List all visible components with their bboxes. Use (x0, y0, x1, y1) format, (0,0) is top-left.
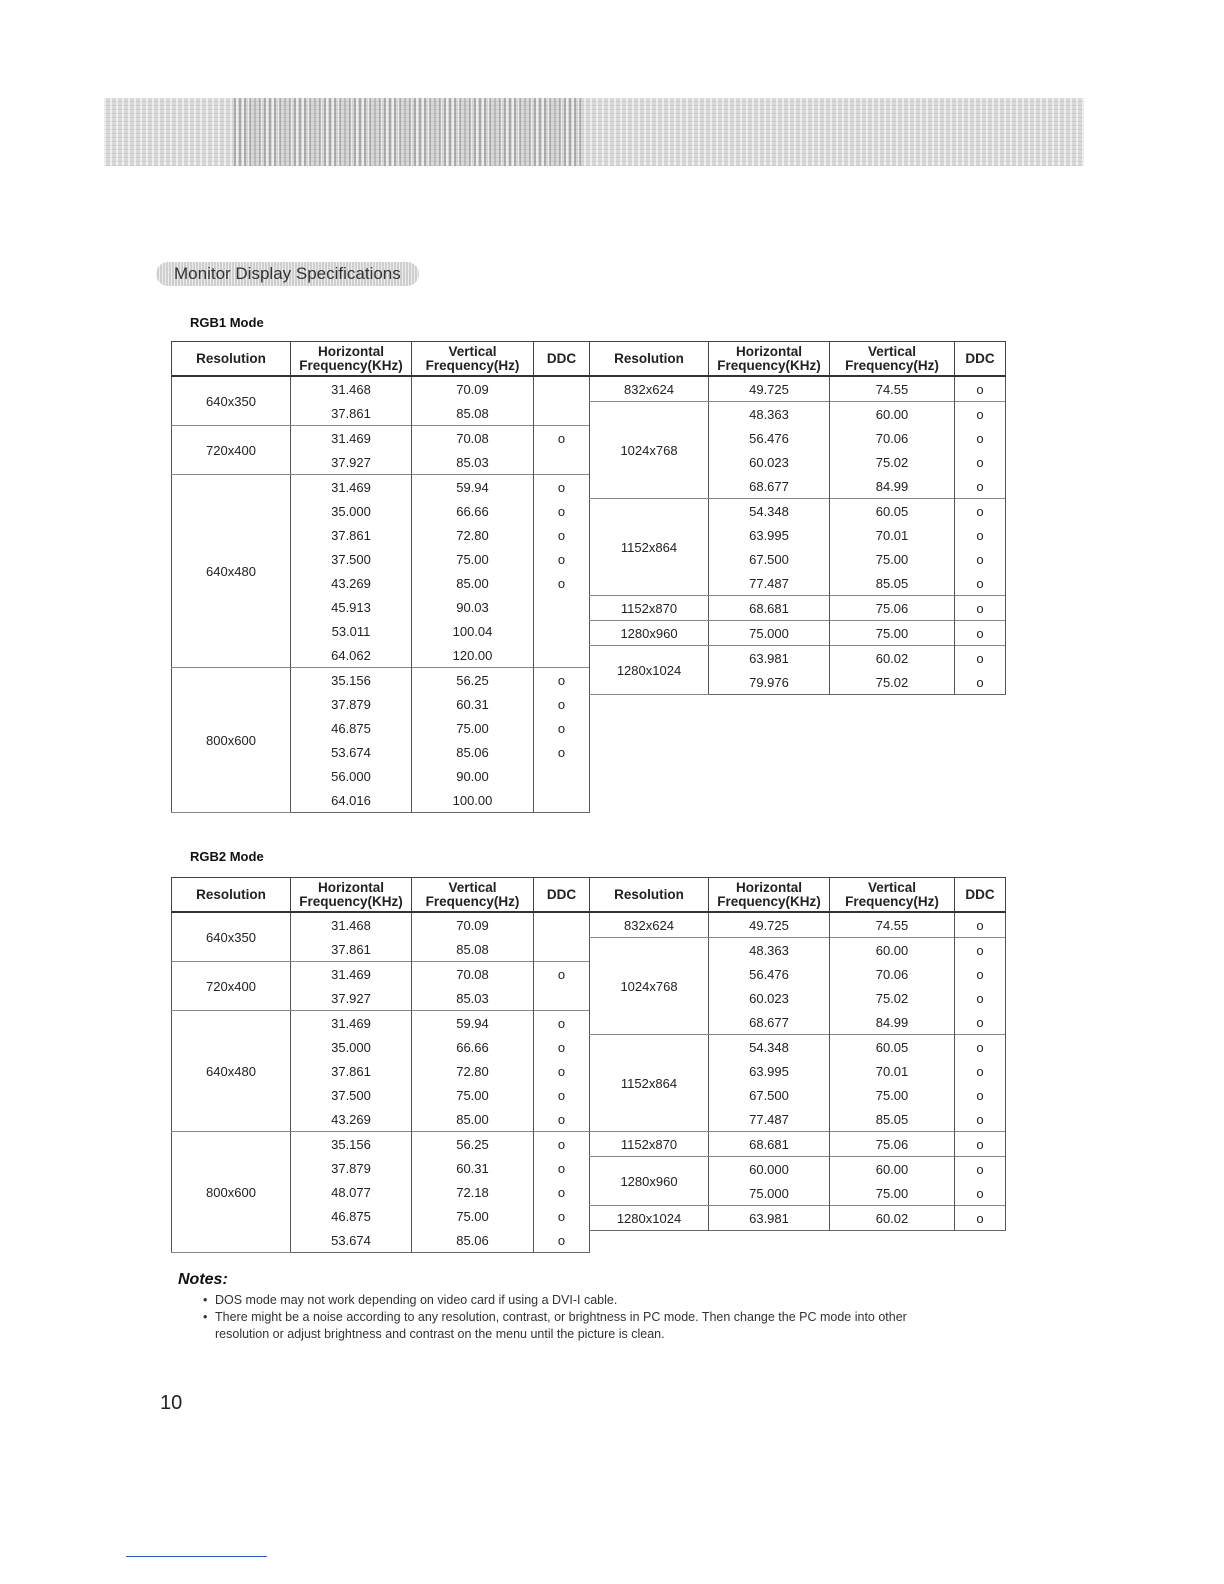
resolution-cell: 640x480 (172, 1011, 291, 1132)
ddc-cell: o (955, 646, 1006, 671)
horizontal-frequency-cell: 63.981 (709, 1206, 830, 1231)
vertical-frequency-cell: 85.05 (830, 571, 955, 596)
horizontal-frequency-cell: 46.875 (291, 1204, 412, 1228)
ddc-cell: o (534, 547, 590, 571)
resolution-cell: 1024x768 (590, 402, 709, 499)
table-row (590, 1206, 1006, 1231)
table-row (590, 402, 1006, 427)
table-row (172, 475, 590, 500)
table-row (172, 426, 590, 451)
column-header-horizontal-frequency (291, 342, 412, 377)
vertical-frequency-cell: 75.00 (830, 547, 955, 571)
ddc-cell: o (534, 1107, 590, 1132)
ddc-cell: o (955, 621, 1006, 646)
column-header-unit: Frequency(KHz) (717, 893, 821, 909)
column-header-label: Vertical (448, 879, 497, 895)
resolution-cell: 1280x960 (590, 621, 709, 646)
vertical-frequency-cell: 74.55 (830, 912, 955, 938)
ddc-cell (534, 937, 590, 962)
vertical-frequency-cell: 59.94 (412, 475, 534, 500)
table-row (590, 938, 1006, 963)
ddc-cell: o (955, 596, 1006, 621)
notes-list (203, 1292, 963, 1343)
column-header-unit: Frequency(KHz) (299, 357, 403, 373)
column-header-label: Horizontal (318, 879, 384, 895)
column-header-unit: Frequency(Hz) (845, 893, 939, 909)
vertical-frequency-cell: 60.02 (830, 1206, 955, 1231)
ddc-cell: o (955, 1107, 1006, 1132)
vertical-frequency-cell: 100.04 (412, 619, 534, 643)
table-header-row (172, 878, 590, 913)
horizontal-frequency-cell: 37.500 (291, 547, 412, 571)
resolution-cell: 1152x870 (590, 596, 709, 621)
ddc-cell (534, 764, 590, 788)
horizontal-frequency-cell: 60.023 (709, 450, 830, 474)
table-row (590, 376, 1006, 402)
column-header-label: Vertical (448, 343, 497, 359)
ddc-cell: o (534, 426, 590, 451)
vertical-frequency-cell: 56.25 (412, 668, 534, 693)
vertical-frequency-cell: 75.02 (830, 986, 955, 1010)
table-row (590, 1132, 1006, 1157)
vertical-frequency-cell: 84.99 (830, 474, 955, 499)
ddc-cell: o (955, 670, 1006, 695)
ddc-cell: o (534, 962, 590, 987)
horizontal-frequency-cell: 56.000 (291, 764, 412, 788)
ddc-cell: o (955, 547, 1006, 571)
column-header-resolution: Resolution (172, 342, 291, 377)
column-header-resolution: Resolution (590, 878, 709, 913)
resolution-cell: 1280x1024 (590, 646, 709, 695)
ddc-cell (534, 643, 590, 668)
horizontal-frequency-cell: 35.156 (291, 668, 412, 693)
vertical-frequency-cell: 72.80 (412, 523, 534, 547)
ddc-cell (534, 450, 590, 475)
column-header-unit: Frequency(Hz) (425, 357, 520, 373)
vertical-frequency-cell: 85.08 (412, 937, 534, 962)
ddc-cell: o (534, 1059, 590, 1083)
horizontal-frequency-cell: 35.156 (291, 1132, 412, 1157)
vertical-frequency-cell: 75.02 (830, 670, 955, 695)
notes-title: Notes: (178, 1271, 228, 1288)
table-row (590, 912, 1006, 938)
ddc-cell: o (534, 692, 590, 716)
ddc-cell: o (534, 1132, 590, 1157)
horizontal-frequency-cell: 37.861 (291, 523, 412, 547)
horizontal-frequency-cell: 31.469 (291, 962, 412, 987)
ddc-cell: o (955, 1010, 1006, 1035)
table-row (590, 499, 1006, 524)
horizontal-frequency-cell: 43.269 (291, 571, 412, 595)
ddc-cell (534, 619, 590, 643)
resolution-cell: 800x600 (172, 668, 291, 813)
resolution-cell: 640x350 (172, 912, 291, 962)
horizontal-frequency-cell: 48.363 (709, 938, 830, 963)
rgb2-mode-label: RGB2 Mode (190, 849, 264, 864)
horizontal-frequency-cell: 68.677 (709, 1010, 830, 1035)
column-header-ddc: DDC (955, 878, 1006, 913)
ddc-cell: o (534, 571, 590, 595)
table-row (172, 1132, 590, 1157)
column-header-label: Vertical (867, 343, 917, 359)
horizontal-frequency-cell: 31.468 (291, 912, 412, 937)
ddc-cell: o (955, 499, 1006, 524)
vertical-frequency-cell: 70.01 (830, 523, 955, 547)
vertical-frequency-cell: 85.08 (412, 401, 534, 426)
ddc-cell: o (955, 376, 1006, 402)
horizontal-frequency-cell: 68.677 (709, 474, 830, 499)
horizontal-frequency-cell: 54.348 (709, 1035, 830, 1060)
ddc-cell: o (534, 499, 590, 523)
vertical-frequency-cell: 70.06 (830, 962, 955, 986)
ddc-cell: o (955, 986, 1006, 1010)
column-header-horizontal-frequency (291, 878, 412, 913)
column-header-vertical-frequency (830, 342, 955, 377)
ddc-cell: o (955, 962, 1006, 986)
horizontal-frequency-cell: 75.000 (709, 621, 830, 646)
horizontal-frequency-cell: 37.879 (291, 1156, 412, 1180)
horizontal-frequency-cell: 79.976 (709, 670, 830, 695)
ddc-cell: o (534, 740, 590, 764)
ddc-cell: o (534, 1228, 590, 1253)
section-title: Monitor Display Specifications (156, 262, 419, 286)
resolution-cell: 1152x870 (590, 1132, 709, 1157)
vertical-frequency-cell: 72.80 (412, 1059, 534, 1083)
ddc-cell (534, 788, 590, 813)
vertical-frequency-cell: 66.66 (412, 499, 534, 523)
ddc-cell: o (534, 523, 590, 547)
ddc-cell: o (534, 716, 590, 740)
vertical-frequency-cell: 75.00 (830, 1181, 955, 1206)
vertical-frequency-cell: 70.08 (412, 426, 534, 451)
horizontal-frequency-cell: 75.000 (709, 1181, 830, 1206)
horizontal-frequency-cell: 31.469 (291, 1011, 412, 1036)
ddc-cell: o (955, 1157, 1006, 1182)
column-header-horizontal-frequency (709, 342, 830, 377)
ddc-cell (534, 595, 590, 619)
horizontal-frequency-cell: 37.879 (291, 692, 412, 716)
ddc-cell: o (955, 1206, 1006, 1231)
ddc-cell: o (534, 668, 590, 693)
resolution-cell: 832x624 (590, 376, 709, 402)
note-item: • DOS mode may not work depending on video card if using a DVI-I cable. (203, 1292, 963, 1309)
vertical-frequency-cell: 60.05 (830, 1035, 955, 1060)
column-header-vertical-frequency (830, 878, 955, 913)
resolution-cell: 720x400 (172, 426, 291, 475)
horizontal-frequency-cell: 48.077 (291, 1180, 412, 1204)
ddc-cell: o (955, 912, 1006, 938)
resolution-cell: 1280x1024 (590, 1206, 709, 1231)
ddc-cell: o (534, 475, 590, 500)
rgb2-spec-table-right (589, 877, 1006, 1231)
resolution-cell: 1152x864 (590, 1035, 709, 1132)
table-row (172, 912, 590, 937)
vertical-frequency-cell: 85.00 (412, 571, 534, 595)
table-row (172, 376, 590, 401)
column-header-label: Vertical (867, 879, 917, 895)
horizontal-frequency-cell: 77.487 (709, 1107, 830, 1132)
vertical-frequency-cell: 70.09 (412, 912, 534, 937)
horizontal-frequency-cell: 63.995 (709, 523, 830, 547)
resolution-cell: 640x480 (172, 475, 291, 668)
ddc-cell: o (955, 402, 1006, 427)
table-header-row (172, 342, 590, 377)
horizontal-frequency-cell: 46.875 (291, 716, 412, 740)
column-header-resolution: Resolution (590, 342, 709, 377)
table-row (172, 668, 590, 693)
column-header-vertical-frequency (412, 878, 534, 913)
rgb1-spec-table-right (589, 341, 1006, 695)
ddc-cell: o (534, 1083, 590, 1107)
horizontal-frequency-cell: 49.725 (709, 376, 830, 402)
vertical-frequency-cell: 84.99 (830, 1010, 955, 1035)
table-header-row (590, 878, 1006, 913)
horizontal-frequency-cell: 67.500 (709, 547, 830, 571)
table-row (590, 596, 1006, 621)
ddc-cell (534, 401, 590, 426)
footer-rule (126, 1556, 267, 1557)
vertical-frequency-cell: 75.06 (830, 596, 955, 621)
ddc-cell: o (955, 523, 1006, 547)
column-header-ddc: DDC (955, 342, 1006, 377)
resolution-cell: 1152x864 (590, 499, 709, 596)
vertical-frequency-cell: 70.08 (412, 962, 534, 987)
vertical-frequency-cell: 75.00 (830, 1083, 955, 1107)
horizontal-frequency-cell: 67.500 (709, 1083, 830, 1107)
ddc-cell: o (534, 1011, 590, 1036)
column-header-unit: Frequency(Hz) (425, 893, 520, 909)
column-header-ddc: DDC (534, 878, 590, 913)
horizontal-frequency-cell: 64.062 (291, 643, 412, 668)
vertical-frequency-cell: 60.00 (830, 402, 955, 427)
column-header-label: Horizontal (318, 343, 384, 359)
horizontal-frequency-cell: 35.000 (291, 499, 412, 523)
horizontal-frequency-cell: 53.674 (291, 740, 412, 764)
vertical-frequency-cell: 70.01 (830, 1059, 955, 1083)
vertical-frequency-cell: 75.00 (412, 716, 534, 740)
ddc-cell: o (534, 1035, 590, 1059)
ddc-cell: o (955, 426, 1006, 450)
horizontal-frequency-cell: 31.469 (291, 426, 412, 451)
column-header-ddc: DDC (534, 342, 590, 377)
ddc-cell: o (534, 1180, 590, 1204)
vertical-frequency-cell: 70.06 (830, 426, 955, 450)
ddc-cell: o (534, 1204, 590, 1228)
column-header-label: Horizontal (736, 343, 802, 359)
vertical-frequency-cell: 75.06 (830, 1132, 955, 1157)
vertical-frequency-cell: 74.55 (830, 376, 955, 402)
vertical-frequency-cell: 90.00 (412, 764, 534, 788)
table-header-row (590, 342, 1006, 377)
ddc-cell: o (955, 450, 1006, 474)
ddc-cell (534, 912, 590, 937)
horizontal-frequency-cell: 48.363 (709, 402, 830, 427)
horizontal-frequency-cell: 37.861 (291, 1059, 412, 1083)
horizontal-frequency-cell: 37.500 (291, 1083, 412, 1107)
vertical-frequency-cell: 85.03 (412, 986, 534, 1011)
ddc-cell (534, 986, 590, 1011)
vertical-frequency-cell: 75.00 (830, 621, 955, 646)
horizontal-frequency-cell: 53.011 (291, 619, 412, 643)
table-row (590, 621, 1006, 646)
vertical-frequency-cell: 60.02 (830, 646, 955, 671)
horizontal-frequency-cell: 56.476 (709, 962, 830, 986)
vertical-frequency-cell: 120.00 (412, 643, 534, 668)
column-header-horizontal-frequency (709, 878, 830, 913)
ddc-cell: o (955, 571, 1006, 596)
vertical-frequency-cell: 75.00 (412, 1083, 534, 1107)
table-row (172, 962, 590, 987)
page-number: 10 (160, 1392, 183, 1414)
resolution-cell: 832x624 (590, 912, 709, 938)
resolution-cell: 1280x960 (590, 1157, 709, 1206)
vertical-frequency-cell: 75.00 (412, 1204, 534, 1228)
horizontal-frequency-cell: 64.016 (291, 788, 412, 813)
vertical-frequency-cell: 72.18 (412, 1180, 534, 1204)
vertical-frequency-cell: 100.00 (412, 788, 534, 813)
resolution-cell: 720x400 (172, 962, 291, 1011)
horizontal-frequency-cell: 31.469 (291, 475, 412, 500)
rgb1-mode-label: RGB1 Mode (190, 315, 264, 330)
ddc-cell: o (955, 938, 1006, 963)
header-band-dark-segment (234, 98, 584, 166)
horizontal-frequency-cell: 63.995 (709, 1059, 830, 1083)
vertical-frequency-cell: 90.03 (412, 595, 534, 619)
vertical-frequency-cell: 85.05 (830, 1107, 955, 1132)
ddc-cell: o (955, 474, 1006, 499)
resolution-cell: 1024x768 (590, 938, 709, 1035)
horizontal-frequency-cell: 53.674 (291, 1228, 412, 1253)
horizontal-frequency-cell: 45.913 (291, 595, 412, 619)
vertical-frequency-cell: 60.31 (412, 1156, 534, 1180)
rgb1-spec-table-left (171, 341, 590, 813)
column-header-label: Horizontal (736, 879, 802, 895)
ddc-cell: o (534, 1156, 590, 1180)
column-header-resolution: Resolution (172, 878, 291, 913)
horizontal-frequency-cell: 37.927 (291, 986, 412, 1011)
horizontal-frequency-cell: 63.981 (709, 646, 830, 671)
horizontal-frequency-cell: 68.681 (709, 596, 830, 621)
horizontal-frequency-cell: 56.476 (709, 426, 830, 450)
resolution-cell: 640x350 (172, 376, 291, 426)
vertical-frequency-cell: 59.94 (412, 1011, 534, 1036)
resolution-cell: 800x600 (172, 1132, 291, 1253)
vertical-frequency-cell: 60.05 (830, 499, 955, 524)
column-header-vertical-frequency (412, 342, 534, 377)
note-item: • There might be a noise according to any resolution, contrast, or brightness in PC mode. Then change the PC mode into other resolution or adjust brightness and contrast on the menu until the picture is clean. (203, 1309, 963, 1343)
column-header-unit: Frequency(KHz) (299, 893, 403, 909)
horizontal-frequency-cell: 37.861 (291, 937, 412, 962)
ddc-cell (534, 376, 590, 401)
vertical-frequency-cell: 75.00 (412, 547, 534, 571)
vertical-frequency-cell: 56.25 (412, 1132, 534, 1157)
vertical-frequency-cell: 66.66 (412, 1035, 534, 1059)
ddc-cell: o (955, 1059, 1006, 1083)
table-row (590, 646, 1006, 671)
horizontal-frequency-cell: 37.861 (291, 401, 412, 426)
horizontal-frequency-cell: 31.468 (291, 376, 412, 401)
ddc-cell: o (955, 1132, 1006, 1157)
horizontal-frequency-cell: 60.000 (709, 1157, 830, 1182)
ddc-cell: o (955, 1035, 1006, 1060)
horizontal-frequency-cell: 43.269 (291, 1107, 412, 1132)
table-row (590, 1157, 1006, 1182)
horizontal-frequency-cell: 60.023 (709, 986, 830, 1010)
column-header-unit: Frequency(KHz) (717, 357, 821, 373)
vertical-frequency-cell: 85.00 (412, 1107, 534, 1132)
ddc-cell: o (955, 1083, 1006, 1107)
vertical-frequency-cell: 85.06 (412, 1228, 534, 1253)
horizontal-frequency-cell: 68.681 (709, 1132, 830, 1157)
vertical-frequency-cell: 60.00 (830, 938, 955, 963)
vertical-frequency-cell: 75.02 (830, 450, 955, 474)
vertical-frequency-cell: 60.00 (830, 1157, 955, 1182)
ddc-cell: o (955, 1181, 1006, 1206)
horizontal-frequency-cell: 54.348 (709, 499, 830, 524)
horizontal-frequency-cell: 35.000 (291, 1035, 412, 1059)
rgb2-spec-table-left (171, 877, 590, 1253)
horizontal-frequency-cell: 77.487 (709, 571, 830, 596)
vertical-frequency-cell: 85.06 (412, 740, 534, 764)
column-header-unit: Frequency(Hz) (845, 357, 939, 373)
table-row (590, 1035, 1006, 1060)
horizontal-frequency-cell: 37.927 (291, 450, 412, 475)
table-row (172, 1011, 590, 1036)
vertical-frequency-cell: 85.03 (412, 450, 534, 475)
vertical-frequency-cell: 60.31 (412, 692, 534, 716)
horizontal-frequency-cell: 49.725 (709, 912, 830, 938)
vertical-frequency-cell: 70.09 (412, 376, 534, 401)
header-decorative-band (104, 98, 1084, 166)
